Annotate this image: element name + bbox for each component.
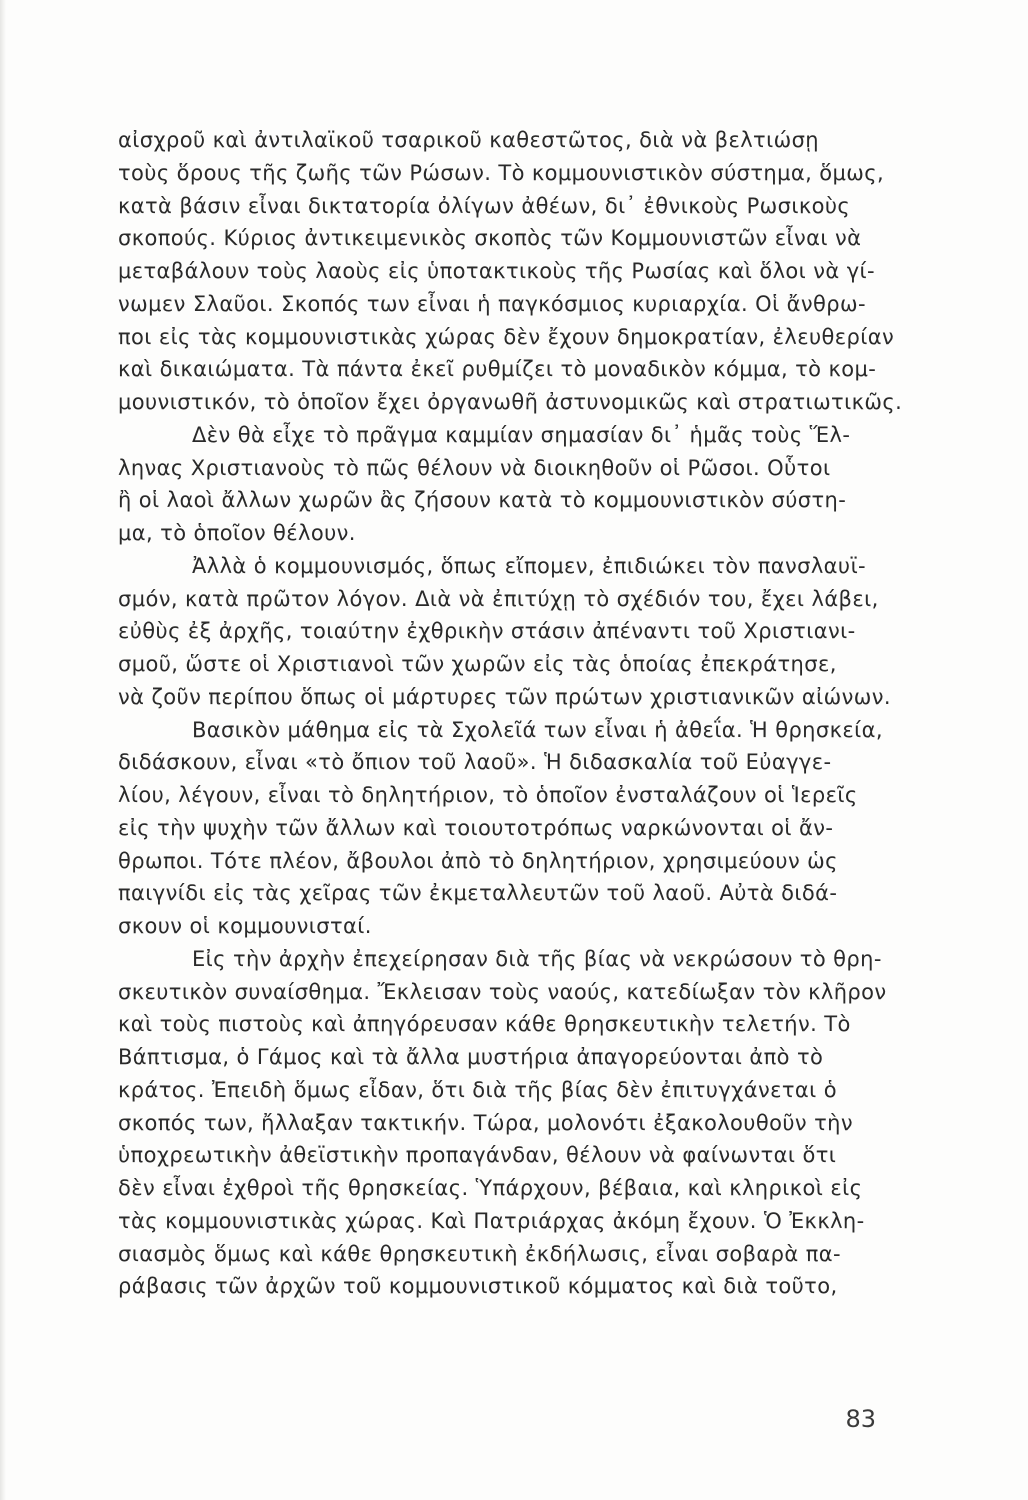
text-line: Βάπτισμα, ὁ Γάμος καὶ τὰ ἄλλα μυστήρια ἀπαγορεύονται ἀπὸ τὸ xyxy=(118,1045,824,1069)
text-line: διδάσκουν, εἶναι «τὸ ὄπιον τοῦ λαοῦ». Ἡ διδασκαλία τοῦ Εὐαγγε- xyxy=(118,750,832,775)
paragraph-first-line: Δὲν θὰ εἶχε τὸ πρᾶγμα καμμίαν σημασίαν δι᾿ ἡμᾶς τοὺς Ἕλ- xyxy=(192,422,851,447)
page-number: 83 xyxy=(845,1405,876,1433)
paragraph-first-line: Εἰς τὴν ἀρχὴν ἐπεχείρησαν διὰ τῆς βίας νὰ νεκρώσουν τὸ θρη- xyxy=(192,946,882,971)
text-line: ἢ οἱ λαοὶ ἄλλων χωρῶν ἂς ζήσουν κατὰ τὸ κομμουνιστικὸν σύστη- xyxy=(118,488,847,513)
text-line: νὰ ζοῦν περίπου ὅπως οἱ μάρτυρες τῶν πρώτων χριστιανικῶν αἰώνων. xyxy=(118,684,891,709)
text-line: ποι εἰς τὰς κομμουνιστικὰς χώρας δὲν ἔχουν δημοκρατίαν, ἐλευθερίαν xyxy=(118,324,895,349)
text-line: ράβασις τῶν ἀρχῶν τοῦ κομμουνιστικοῦ κόμματος καὶ διὰ τοῦτο, xyxy=(118,1274,838,1299)
text-line: σκουν οἱ κομμουνισταί. xyxy=(118,914,372,938)
text-line: κατὰ βάσιν εἶναι δικτατορία ὀλίγων ἀθέων, δι᾿ ἐθνικοὺς Ρωσικοὺς xyxy=(118,193,851,218)
text-line: σμοῦ, ὥστε οἱ Χριστιανοὶ τῶν χωρῶν εἰς τὰς ὁποίας ἐπεκράτησε, xyxy=(118,652,837,676)
text-line: λίου, λέγουν, εἶναι τὸ δηλητήριον, τὸ ὁποῖον ἐνσταλάζουν οἱ Ἱερεῖς xyxy=(118,783,858,807)
paragraph-first-line: Ἀλλὰ ὁ κομμουνισμός, ὅπως εἴπομεν, ἐπιδιώκει τὸν πανσλαυϊ- xyxy=(192,553,866,578)
text-line: μα, τὸ ὁποῖον θέλουν. xyxy=(118,521,356,545)
text-line: εὐθὺς ἐξ ἀρχῆς, τοιαύτην ἐχθρικὴν στάσιν ἀπέναντι τοῦ Χριστιανι- xyxy=(118,619,856,644)
text-line: κράτος. Ἐπειδὴ ὅμως εἶδαν, ὅτι διὰ τῆς βίας δὲν ἐπιτυγχάνεται ὁ xyxy=(118,1077,837,1102)
text-line: μουνιστικόν, τὸ ὁποῖον ἔχει ὀργανωθῆ ἀστυνομικῶς καὶ στρατιωτικῶς. xyxy=(118,390,903,414)
text-line: σκευτικὸν συναίσθημα. Ἔκλεισαν τοὺς ναούς, κατεδίωξαν τὸν κλῆρον xyxy=(118,979,887,1004)
text-line: θρωποι. Τότε πλέον, ἄβουλοι ἀπὸ τὸ δηλητήριον, χρησιμεύουν ὡς xyxy=(118,848,838,873)
body-text xyxy=(118,124,903,1303)
text-line: ληνας Χριστιανοὺς τὸ πῶς θέλουν νὰ διοικηθοῦν οἱ Ρῶσοι. Οὗτοι xyxy=(118,455,831,480)
text-line: σκοπούς. Κύριος ἀντικειμενικὸς σκοπὸς τῶν Κομμουνιστῶν εἶναι νὰ xyxy=(118,226,862,251)
text-line: τὰς κομμουνιστικὰς χώρας. Καὶ Πατριάρχας ἀκόμη ἔχουν. Ὁ Ἐκκλη- xyxy=(118,1208,865,1233)
text-line: σιασμὸς ὅμως καὶ κάθε θρησκευτικὴ ἐκδήλωσις, εἶναι σοβαρὰ πα- xyxy=(118,1241,841,1266)
text-line: εἰς τὴν ψυχὴν τῶν ἄλλων καὶ τοιουτοτρόπως ναρκώνονται οἱ ἄν- xyxy=(118,815,834,840)
text-line: ὑποχρεωτικὴν ἀθεϊστικὴν προπαγάνδαν, θέλουν νὰ φαίνωνται ὅτι xyxy=(118,1143,837,1168)
text-line: καὶ δικαιώματα. Τὰ πάντα ἐκεῖ ρυθμίζει τὸ μοναδικὸν κόμμα, τὸ κομ- xyxy=(118,357,877,382)
page-edge-shadow xyxy=(0,0,6,1500)
text-line: νωμεν Σλαῦοι. Σκοπός των εἶναι ἡ παγκόσμιος κυριαρχία. Οἱ ἄνθρω- xyxy=(118,291,866,316)
text-line: σκοπός των, ἤλλαξαν τακτικήν. Τώρα, μολονότι ἐξακολουθοῦν τὴν xyxy=(118,1110,853,1135)
text-line: καὶ τοὺς πιστοὺς καὶ ἀπηγόρευσαν κάθε θρησκευτικὴν τελετήν. Τὸ xyxy=(118,1012,851,1037)
text-line: παιγνίδι εἰς τὰς χεῖρας τῶν ἐκμεταλλευτῶν τοῦ λαοῦ. Αὐτὰ διδά- xyxy=(118,881,838,906)
paragraph-first-line: Βασικὸν μάθημα εἰς τὰ Σχολεῖά των εἶναι ἡ ἀθεΐα. Ἡ θρησκεία, xyxy=(192,717,883,742)
text-line: μεταβάλουν τοὺς λαοὺς εἰς ὑποτακτικοὺς τῆς Ρωσίας καὶ ὅλοι νὰ γί- xyxy=(118,259,876,283)
text-line: δὲν εἶναι ἐχθροὶ τῆς θρησκείας. Ὑπάρχουν, βέβαια, καὶ κληρικοὶ εἰς xyxy=(118,1176,863,1200)
text-line: αἰσχροῦ καὶ ἀντιλαϊκοῦ τσαρικοῦ καθεστῶτος, διὰ νὰ βελτιώσῃ xyxy=(118,128,820,152)
text-line: σμόν, κατὰ πρῶτον λόγον. Διὰ νὰ ἐπιτύχῃ τὸ σχέδιόν του, ἔχει λάβει, xyxy=(118,586,879,611)
text-line: τοὺς ὅρους τῆς ζωῆς τῶν Ρώσων. Τὸ κομμουνιστικὸν σύστημα, ὅμως, xyxy=(118,160,885,185)
